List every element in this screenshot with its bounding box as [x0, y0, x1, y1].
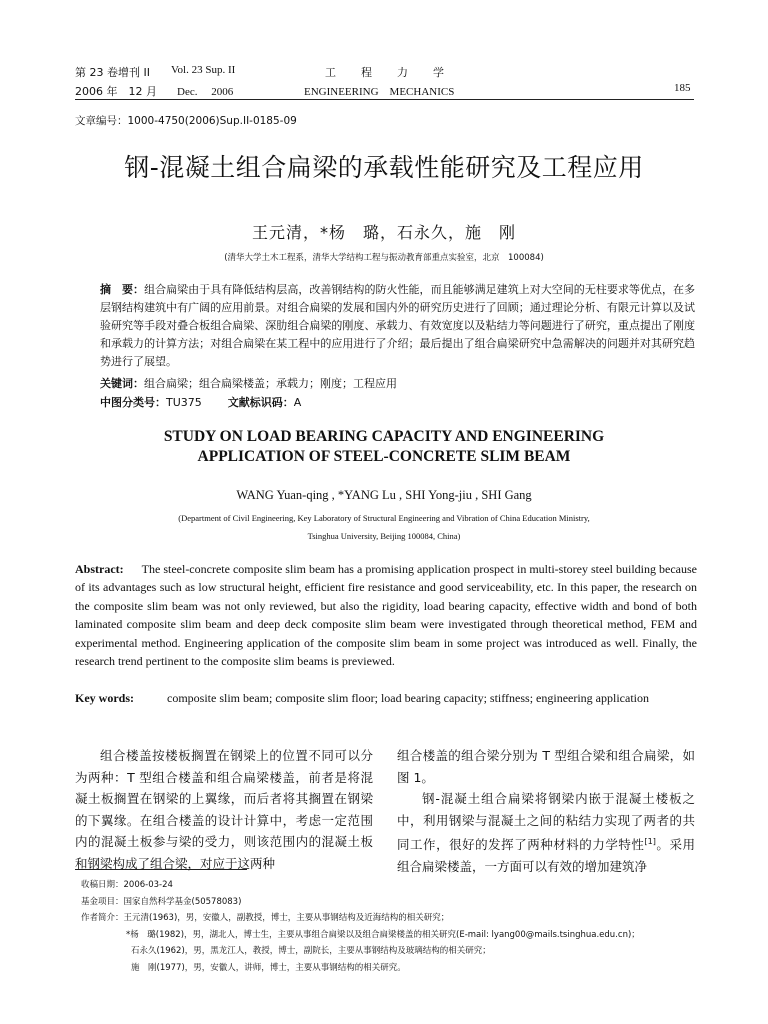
header-date-cn: 2006 年 12 月 [75, 85, 157, 98]
body-right-p2-end: 。采用组合扁梁楼盖，一方面可以有效的增加建筑净 [397, 837, 695, 874]
header-rule [75, 99, 694, 100]
header-journal-en: ENGINEERING MECHANICS [304, 86, 455, 98]
abstract-en-label: Abstract: [75, 562, 124, 576]
footnote-received: 收稿日期：2006-03-24 [81, 880, 173, 890]
affiliation-en-line1: (Department of Civil Engineering, Key Laboratory of Structural Engineering and Vibration of China Education Ministry, [178, 513, 590, 523]
header-date-en: Dec. 2006 [177, 86, 234, 98]
footnote-rule [75, 869, 247, 870]
body-right-paragraph-1: 组合楼盖的组合梁分别为 T 型组合梁和组合扁梁，如图 1。 [397, 748, 695, 785]
header-journal-cn: 工 程 力 学 [325, 66, 445, 79]
title-en [0, 427, 768, 467]
footnote-author-1: 作者简介：王元清(1963)，男，安徽人，副教授，博士，主要从事钢结构及近海结构的相关研究； [81, 913, 450, 923]
abstract-cn-text: 组合扁梁由于具有降低结构层高，改善钢结构的防火性能，而且能够满足建筑上对大空间的无柱要求等优点，在多层钢结构建筑中有广阔的应用前景。对组合扁梁的发展和国内外的研究历史进行了回顾；通过理论分析、有限元计算以及试验研究等手段对叠合板组合扁梁、深肋组合扁梁的刚度、承载力、有效宽度以及粘结力等问题进行了研究，重点提出了刚度和承载力的计算方法；对组合扁梁在某工程中的应用进行了介绍；最后提出了组合扁梁研究中急需解决的问题并对其研究趋势进行了展望。 [100, 283, 695, 368]
footnotes [75, 877, 695, 976]
keywords-en-label: Key words: [75, 691, 134, 705]
doc-code-value: A [293, 396, 302, 409]
citation-ref[interactable]: [1] [644, 836, 656, 846]
doc-code-label: 文献标识码： [227, 396, 294, 409]
authors-en: WANG Yuan-qing , *YANG Lu , SHI Yong-jiu , SHI Gang [236, 488, 532, 502]
page-number: 185 [674, 82, 691, 94]
title-cn: 钢-混凝土组合扁梁的承载性能研究及工程应用 [124, 153, 644, 182]
abstract-cn [100, 281, 695, 371]
clc-value: TU375 [166, 396, 202, 409]
abstract-en [75, 560, 697, 670]
keywords-cn-text: 组合扁梁；组合扁梁楼盖；承载力；刚度；工程应用 [144, 377, 397, 390]
title-en-line2: APPLICATION OF STEEL-CONCRETE SLIM BEAM [197, 448, 571, 465]
body-left-paragraph: 组合楼盖按楼板搁置在钢梁上的位置不同可以分为两种：T 型组合楼盖和组合扁梁楼盖，前者是将混凝土板搁置在钢梁的上翼缘，而后者将其搁置在钢梁的下翼缘。在组合楼盖的设计计算中，考虑一定范围内的混凝土板参与梁的受力，则该范围内的混凝土板和钢梁构成了组合梁，对应于这两种 [75, 748, 373, 871]
title-en-line1: STUDY ON LOAD BEARING CAPACITY AND ENGINEERING [163, 428, 605, 445]
keywords-en-text: composite slim beam; composite slim floor; load bearing capacity; stiffness; engineering application [167, 691, 649, 705]
clc-label: 中图分类号： [100, 396, 166, 409]
keywords-en [75, 689, 697, 708]
body-column-right [397, 745, 695, 877]
body-right-p2-text: 钢-混凝土组合扁梁将钢梁内嵌于混凝土楼板之中，利用钢梁与混凝土之间的粘结力实现了两者的共同工作，很好的发挥了两种材料的力学特性 [397, 791, 695, 853]
header-volume-cn: 第 23 卷增刊 II [75, 66, 150, 79]
article-number: 文章编号：1000-4750(2006)Sup.II-0185-09 [75, 115, 297, 127]
affiliation-cn: (清华大学土木工程系，清华大学结构工程与振动教育部重点实验室，北京 100084) [224, 253, 544, 263]
abstract-en-text: The steel-concrete composite slim beam has a promising application prospect in multi-storey steel building because of its advantages such as low structural height, efficient fire resistance and good serviceability, etc. In this paper, the research on the composite slim beam was not only reviewed, but also the rigidity, load bearing capacity, effective width and bond of both laminated composite slim beam and deep deck composite slim beam were investigated through theoretical method, FEM and experimental method. Engineering application of the composite slim beam in some project was introduced as well. Finally, the research trend pertinent to the composite slim beams is previewed. [75, 562, 697, 669]
footnote-author-3: 石永久(1962)，男，黑龙江人，教授，博士，副院长，主要从事钢结构及玻璃结构的相关研究； [131, 946, 491, 956]
body-column-left [75, 745, 373, 874]
keywords-cn [100, 375, 397, 391]
body-right-paragraph-2 [397, 788, 695, 877]
footnote-author-2: *杨 璐(1982)，男，湖北人，博士生，主要从事组合扁梁以及组合扁梁楼盖的相关研究(E-mail: lyang00@mails.tsinghua.edu.cn)； [126, 929, 640, 940]
authors-cn: 王元清，*杨 璐，石永久，施 刚 [251, 223, 516, 242]
abstract-cn-label: 摘 要： [100, 283, 145, 296]
classification [100, 394, 301, 410]
affiliation-en-line2: Tsinghua University, Beijing 100084, China) [307, 531, 461, 541]
keywords-cn-label: 关键词： [100, 377, 144, 390]
footnote-fund: 基金项目：国家自然科学基金(50578083) [81, 896, 242, 907]
header-volume-en: Vol. 23 Sup. II [171, 64, 236, 76]
footnote-author-4: 施 刚(1977)，男，安徽人，讲师，博士，主要从事钢结构的相关研究。 [131, 962, 406, 973]
